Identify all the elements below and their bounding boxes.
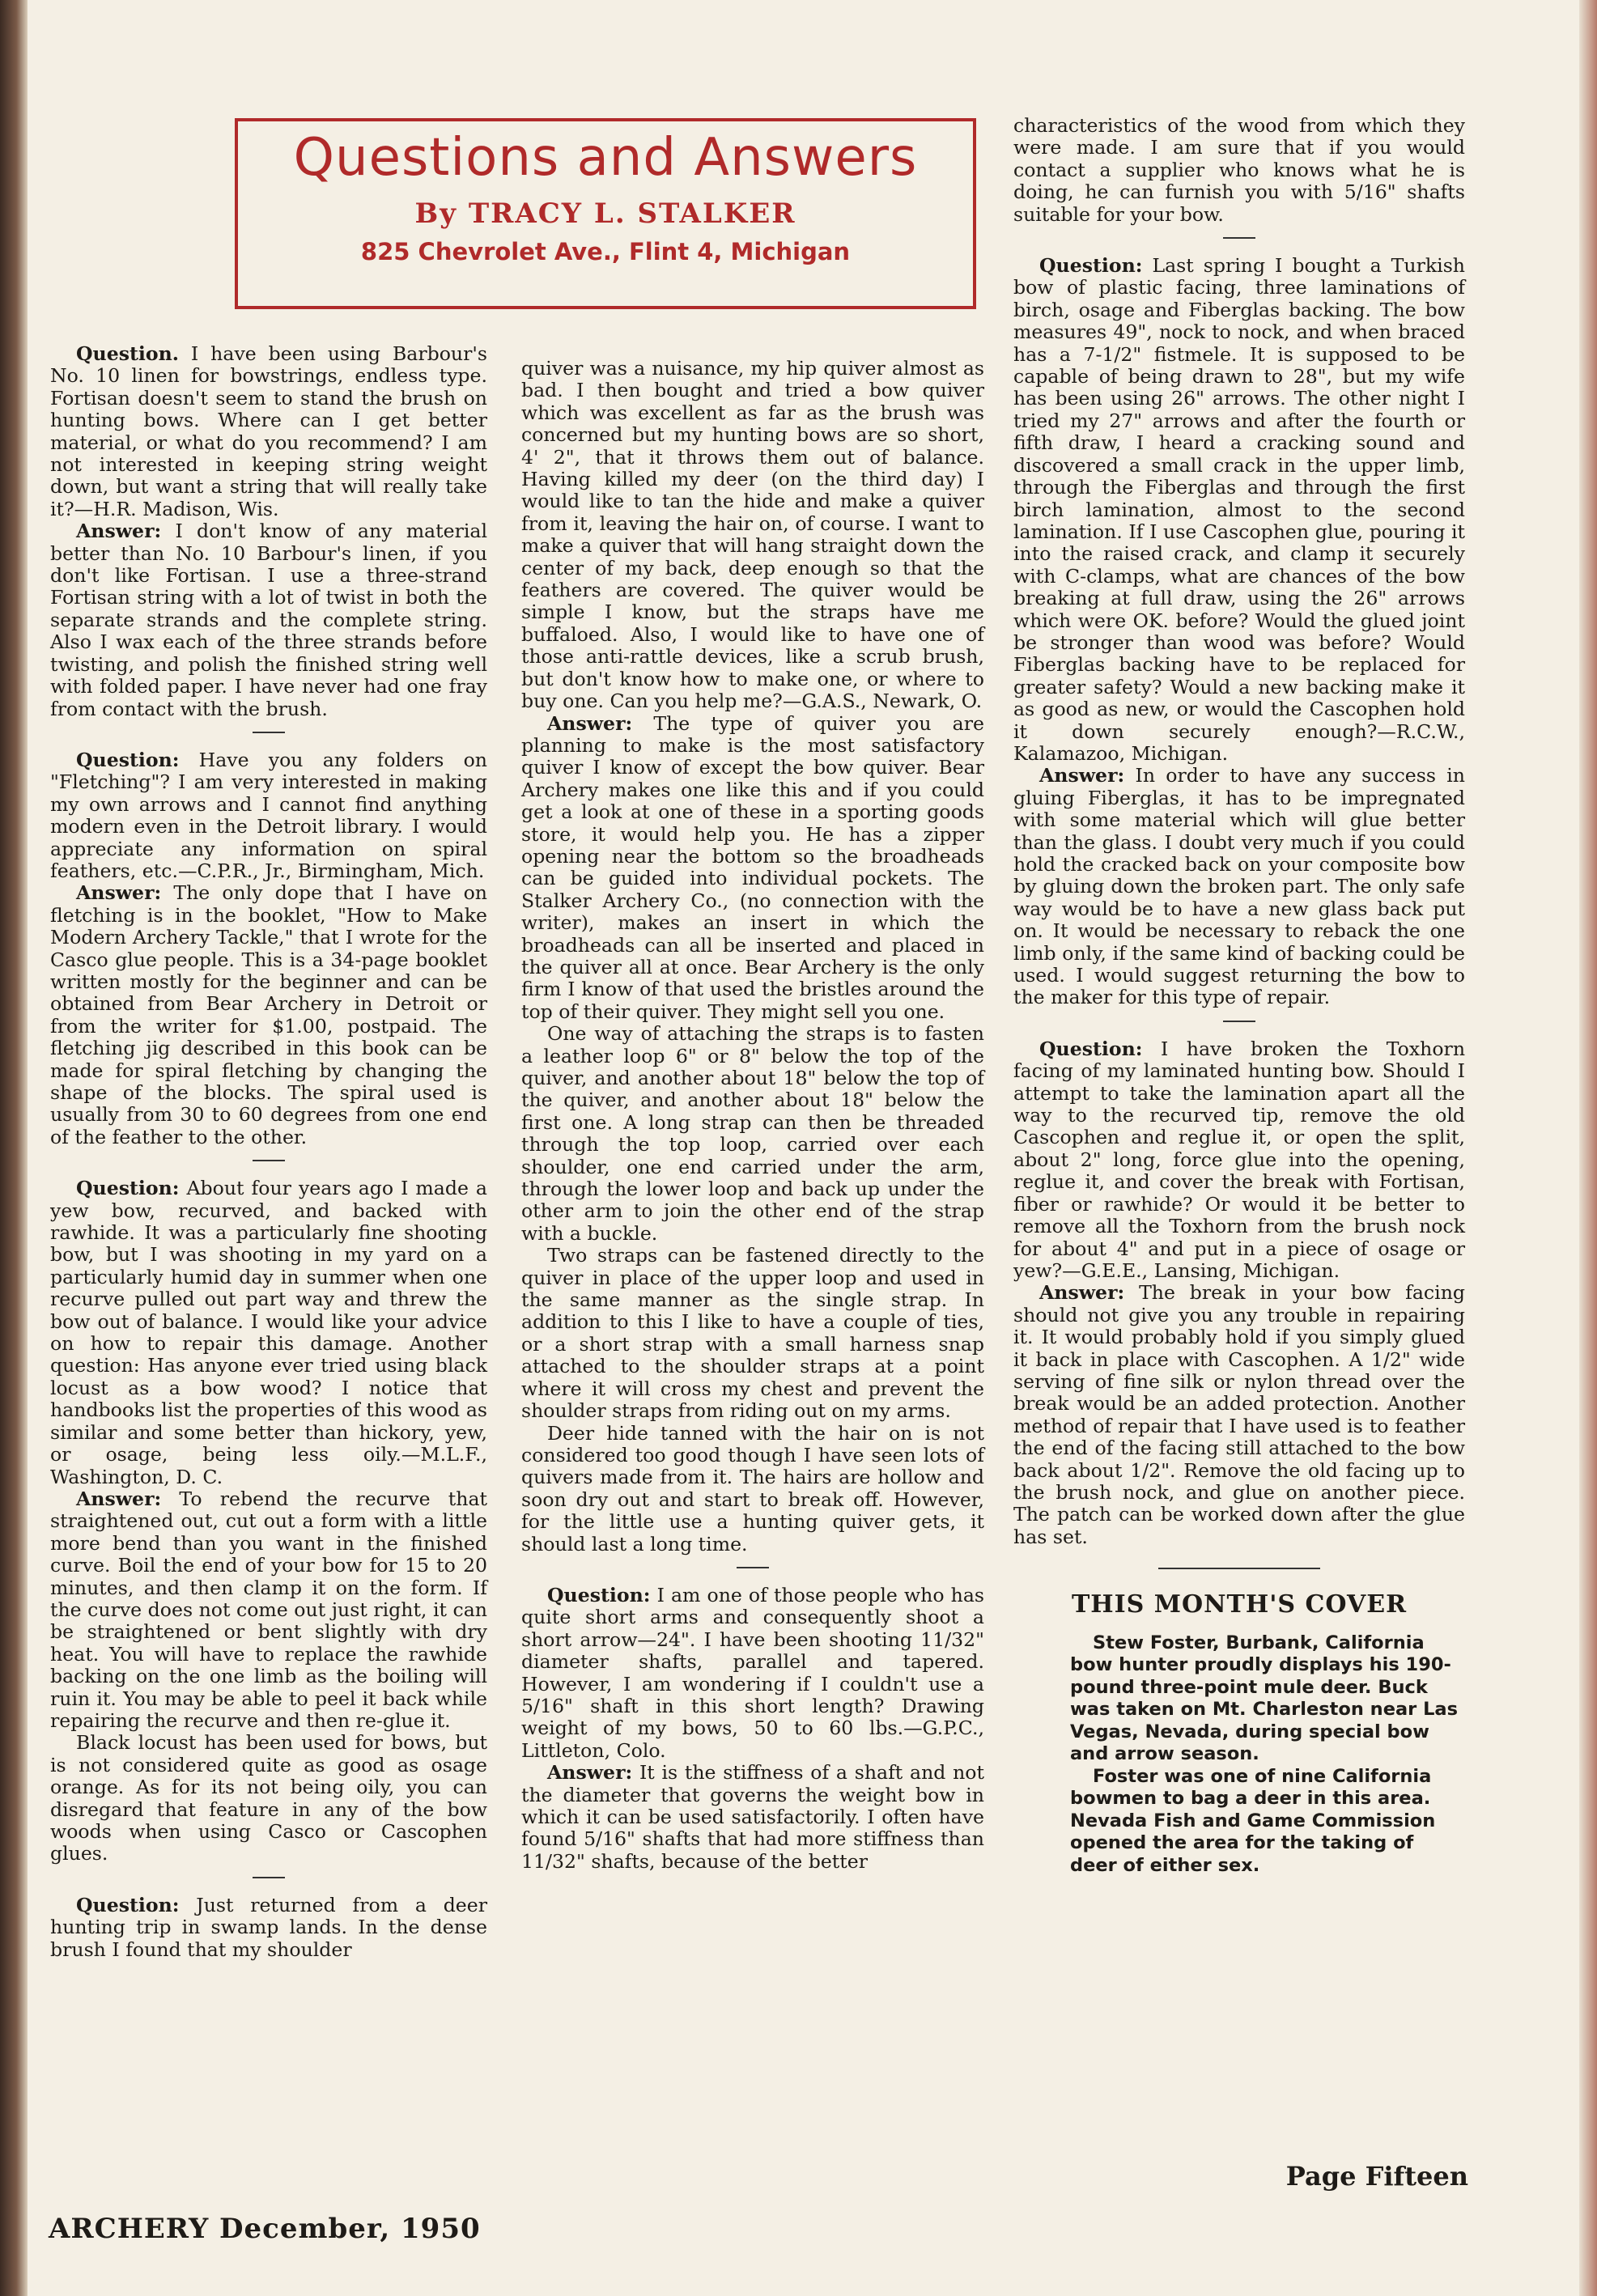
cover-heading: THIS MONTH'S COVER [1071, 1590, 1408, 1619]
separator-rule [253, 1877, 285, 1878]
page-edge [1579, 0, 1597, 2296]
cover-caption [1013, 1632, 1465, 1878]
binding-edge [0, 0, 28, 2296]
author-byline: By TRACY L. STALKER [414, 197, 796, 230]
text-column-left [50, 343, 487, 1961]
qa-paragraph: Answer: It is the stiffness of a shaft and not the diameter that governs the weight bow in which it can be used satisfactorily. I often have found 5/16" shafts that had more stiffness than 11/32" shafts, because of the better [521, 1761, 984, 1873]
qa-paragraph: One way of attaching the straps is to fasten a leather loop 6" or 8" below the top of the quiver, and another about 18" below the top of the quiver, and another about 18" below the first one. A long strap can then be threaded through the top loop, carried over each shoulder, one end carried under the arm, through the lower loop and back up under the other arm to join the other end of the strap with a buckle. [521, 1022, 984, 1245]
qa-paragraph: characteristics of the wood from which they were made. I am sure that if you would contact a supplier who knows what he is doing, he can furnish you with 5/16" shafts suitable for your bow. [1013, 114, 1465, 226]
qa-paragraph: Two straps can be fastened directly to the quiver in place of the upper loop and used in the same manner as the single strap. In addition to this I like to have a couple of ties, or a short strap with a small harness snap attached to the shoulder straps at a point where it will cross my chest and prevent the shoulder straps from riding out on my arms. [521, 1244, 984, 1423]
page-title: Questions and Answers [293, 128, 918, 188]
qa-paragraph: Black locust has been used for bows, but is not considered quite as good as osage orange. As for its not being oily, you can disregard that feature in any of the bow woods when using Casco or Cascophen glues. [50, 1731, 487, 1865]
column-header-box [235, 118, 976, 309]
qa-paragraph: Answer: I don't know of any material better than No. 10 Barbour's linen, if you don't like Fortisan. I use a three-strand Fortisan string with a lot of twist in both the separate strands and the complete string. Also I wax each of the three strands before twisting, and polish the finished string well with folded paper. I have never had one fray from contact with the brush. [50, 520, 488, 720]
separator-rule [253, 1160, 285, 1161]
cover-paragraph: Stew Foster, Burbank, California bow hunter proudly displays his 190-pound three-point mule deer. Buck was taken on Mt. Charleston near Las Vegas, Nevada, during special bow and arrow season. [1070, 1632, 1458, 1765]
qa-paragraph: Question: About four years ago I made a yew bow, recurved, and backed with rawhide. It was a particularly fine shooting bow, but I was shooting in my yard on a particularly humid day in summer when one recurve pulled out part way and threw the bow out of balance. I would like your advice on how to repair this damage. Another question: Has anyone ever tried using black locust as a bow wood? I notice that handbooks list the properties of this wood as similar and some better than hickory, yew, or osage, being less oily.—M.L.F., Washington, D. C. [50, 1177, 487, 1488]
qa-paragraph: Question: Just returned from a deer hunting trip in swamp lands. In the dense brush I found that my shoulder [50, 1893, 487, 1961]
qa-paragraph: quiver was a nuisance, my hip quiver almost as bad. I then bought and tried a bow quiver which was excellent as far as the brush was concerned but my hunting bows are so short, 4' 2", that it throws them out of balance. Having killed my deer (on the third day) I would like to tan the hide and make a quiver from it, leaving the hair on, of course. I want to make a quiver that will hang straight down the center of my back, deep enough so that the feathers are covered. The quiver would be simple I know, but the straps have me buffaloed. Also, I would like to have one of those anti-rattle devices, like a scrub brush, but don't know how to make one, or where to buy one. Can you help me?—G.A.S., Newark, O. [521, 357, 984, 713]
qa-paragraph: Deer hide tanned with the hair on is not considered too good though I have seen lots of quivers made from it. The hairs are hollow and soon dry out and start to break off. However, for the little use a hunting quiver gets, it should last a long time. [521, 1421, 984, 1555]
qa-paragraph: Question: I am one of those people who has quite short arms and consequently shoot a short arrow—24". I have been shooting 11/32" diameter shafts, parallel and tapered. However, I am wondering if I couldn't use a 5/16" shaft in this short length? Drawing weight of my bows, 50 to 60 lbs.—G.P.C., Littleton, Colo. [521, 1583, 985, 1762]
qa-paragraph: Answer: The type of quiver you are planning to make is the most satisfactory quiver I know of except the bow quiver. Bear Archery makes one like this and if you could get a look at one of these in a sporting goods store, it would help you. He has a zipper opening near the bottom so the broadheads can be guided into individual pockets. The Stalker Archery Co., (no connection with the writer), makes an insert in which the broadheads can all be inserted and placed in the quiver all at once. Bear Archery is the only firm I know of that used the bristles around the top of their quiver. They might sell you one. [521, 711, 984, 1023]
separator-rule [1223, 237, 1255, 239]
separator-rule [737, 1567, 769, 1568]
cover-paragraph: Foster was one of nine California bowmen to bag a deer in this area. Nevada Fish and Game Commission opened the area for the taking of deer of either sex. [1070, 1765, 1436, 1876]
qa-paragraph: Answer: To rebend the recurve that straightened out, cut out a form with a little more bend than you want in the finished curve. Boil the end of your bow for 15 to 20 minutes, and then clamp it on the form. If the curve does not come out just right, it can be straightened or bent slightly with dry heat. You will have to replace the rawhide backing on the one limb as the boiling will ruin it. You may be able to peel it back while repairing the recurve and then re-glue it. [50, 1487, 487, 1732]
qa-paragraph: Answer: In order to have any success in gluing Fiberglas, it has to be impregnated with some material which will glue better than the glass. I doubt very much if you could hold the cracked back on your composite bow by gluing down the broken part. The only safe way would be to have a new glass back put on. It would be necessary to reback the one limb only, if the same kind of backing could be used. I would suggest returning the bow to the maker for this type of repair. [1013, 764, 1465, 1009]
qa-paragraph: Question: Have you any folders on "Fletching"? I am very interested in making my own arrows and I cannot find anything modern even in the Detroit library. I would appreciate any information on spiral feathers, etc.—C.P.R., Jr., Birmingham, Mich. [50, 748, 487, 882]
page-number: Page Fifteen [1285, 2161, 1468, 2192]
separator-rule [253, 732, 285, 733]
publication-footer: ARCHERY December, 1950 [49, 2213, 481, 2245]
qa-paragraph: Answer: The break in your bow facing should not give you any trouble in repairing it. It would probably hold if you simply glued it back in place with Cascophen. A 1/2" wide serving of fine silk or nylon thread over the break would be an added protection. Another method of repair that I have used is to feather the end of the facing still attached to the bow back about 1/2". Remove the old facing up to the brush nock, and glue on another piece. The patch can be worked down after the glue has set. [1013, 1281, 1465, 1548]
cover-divider [1158, 1568, 1320, 1569]
separator-rule [1223, 1021, 1255, 1022]
qa-paragraph: Question: I have broken the Toxhorn facing of my laminated hunting bow. Should I attempt to take the lamination apart all the way to the recurved tip, remove the old Cascophen and reglue it, or open the split, about 2" long, force glue into the opening, reglue it, and cover the break with Fortisan, fiber or rawhide? Or would it be better to remove all the Toxhorn from the brush nock for about 4" and put in a piece of osage or yew?—G.E.E., Lansing, Michigan. [1013, 1037, 1466, 1282]
text-column-right [1013, 115, 1465, 1877]
qa-paragraph: Question. I have been using Barbour's No. 10 linen for bowstrings, endless type. Fortisan doesn't seem to stand the brush on hunting bows. Where can I get better material, or what do you recommend? I am not interested in keeping string weight down, but want a string that will really take it?—H.R. Madison, Wis. [50, 342, 487, 520]
qa-paragraph: Answer: The only dope that I have on fletching is in the booklet, "How to Make Modern Archery Tackle," that I wrote for the Casco glue people. This is a 34-page booklet written mostly for the beginner and can be obtained from Bear Archery in Detroit or from the writer for $1.00, postpaid. The fletching jig described in this book can be made for spiral fletching by changing the shape of the blocks. The spiral used is usually from 30 to 60 degrees from one end of the feather to the other. [50, 881, 487, 1148]
qa-paragraph: Question: Last spring I bought a Turkish bow of plastic facing, three laminations of birch, osage and Fiberglas backing. The bow measures 49", nock to nock, and when braced has a 7-1/2" fistmele. It is supposed to be capable of being drawn to 28", but my wife has been using 26" arrows. The other night I tried my 27" arrows and after the fourth or fifth draw, I heard a cracking sound and discovered a small crack in the upper limb, through the Fiberglas and through the first birch lamination, almost to the second lamination. If I use Cascophen glue, pouring it into the raised crack, and clamp it securely with C-clamps, what are chances of the bow breaking at full draw, using the 26" arrows which were OK. before? Would the glued joint be stronger than wood was before? Would Fiberglas backing have to be replaced for greater safety? Would a new backing make it as good as new, or would the Cascophen hold it down securely enough?—R.C.W., Kalamazoo, Michigan. [1013, 254, 1466, 765]
text-column-middle [521, 358, 984, 1873]
author-address: 825 Chevrolet Ave., Flint 4, Michigan [360, 238, 851, 265]
